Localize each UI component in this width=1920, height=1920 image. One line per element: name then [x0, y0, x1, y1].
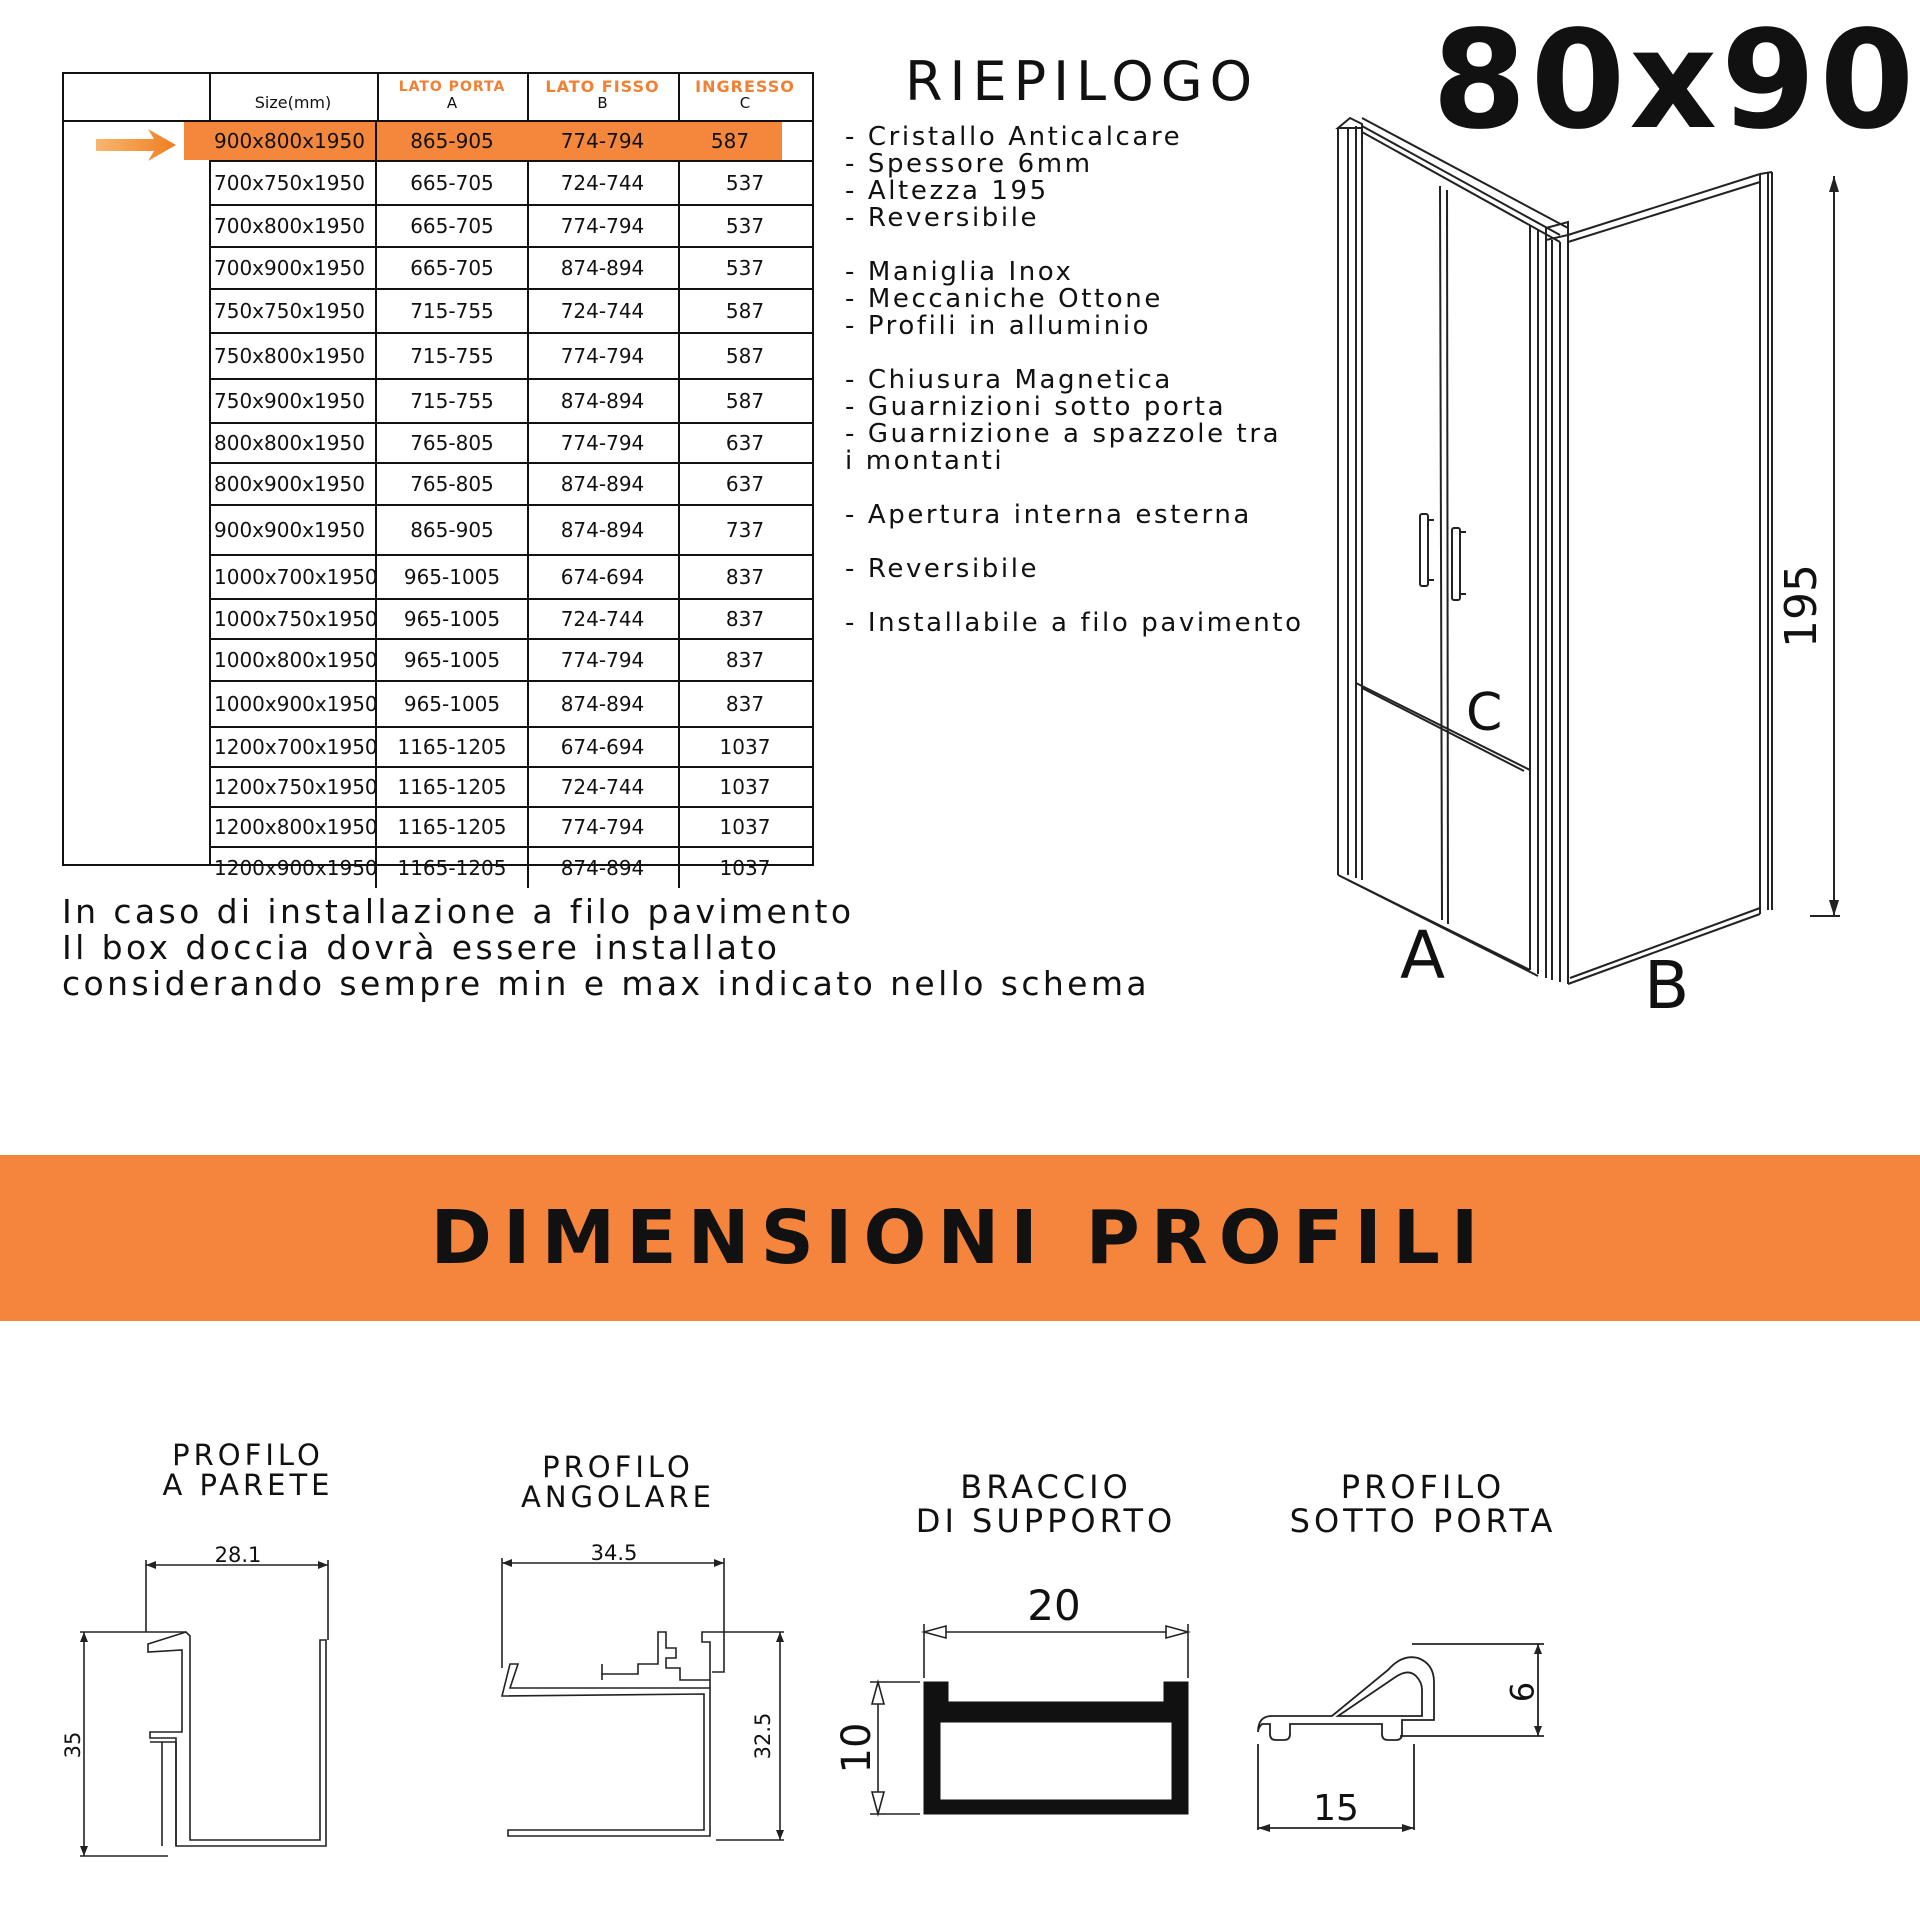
cell-size: 800x800x1950	[209, 424, 377, 462]
header-ingresso: INGRESSO C	[695, 77, 795, 112]
table-row	[209, 290, 812, 334]
size-title: 80x90	[1432, 2, 1919, 160]
summary-item: - Guarnizione a spazzole tra	[845, 419, 1282, 449]
cell-ingresso: 1037	[719, 775, 771, 799]
profile-arm-drawing	[834, 1570, 1210, 1840]
cell-ingresso: 1037	[719, 856, 771, 880]
cell-lato-porta: 1165-1205	[377, 848, 529, 888]
cell-ingresso: 587	[725, 299, 765, 323]
summary-item: - Cristallo Anticalcare	[845, 122, 1183, 152]
summary-item: - Meccaniche Ottone	[845, 284, 1163, 314]
table-body	[209, 122, 812, 888]
cell-lato-porta: 965-1005	[377, 640, 529, 680]
table-row	[209, 464, 812, 506]
cell-lato-fisso: 674-694	[527, 728, 680, 766]
cell-size: 1200x900x1950	[209, 848, 377, 888]
banner-title: DIMENSIONI PROFILI	[430, 1195, 1490, 1281]
table-row	[209, 506, 812, 556]
cell-lato-fisso: 774-794	[527, 808, 680, 846]
table-row	[209, 768, 812, 808]
table-row	[209, 682, 812, 728]
table-row	[209, 248, 812, 290]
table-row	[209, 334, 812, 380]
table-row	[209, 640, 812, 682]
table-row	[209, 556, 812, 600]
height-label: 195	[1776, 564, 1827, 648]
cell-lato-porta: 1165-1205	[377, 808, 529, 846]
cell-lato-fisso: 874-894	[527, 682, 680, 726]
install-note-line-3: considerando sempre min e max indicato nello schema	[62, 964, 1151, 1003]
profile-corner-height: 32.5	[751, 1712, 775, 1760]
cell-lato-porta: 765-805	[377, 464, 529, 504]
table-row	[209, 848, 812, 888]
cell-lato-porta: 665-705	[377, 206, 529, 246]
summary-item: - Guarnizioni sotto porta	[845, 392, 1227, 422]
header-size: Size(mm)	[209, 74, 379, 120]
cell-ingresso: 587	[678, 122, 782, 160]
cell-size: 1200x750x1950	[209, 768, 377, 806]
cell-lato-porta: 665-705	[377, 162, 529, 204]
size-table	[62, 72, 814, 880]
cell-size: 750x900x1950	[209, 380, 377, 422]
cell-lato-fisso: 874-894	[527, 848, 680, 888]
header-lato-fisso: LATO FISSO B	[527, 74, 680, 120]
profile-under-door-drawing	[1238, 1620, 1568, 1850]
profile-wall-height: 35	[61, 1731, 85, 1759]
cell-ingresso: 837	[725, 692, 765, 716]
profile-corner-drawing	[490, 1540, 800, 1870]
cell-ingresso: 837	[725, 648, 765, 672]
summary-list	[845, 124, 1325, 664]
cell-lato-fisso: 724-744	[527, 600, 680, 638]
cell-lato-porta: 865-905	[377, 506, 529, 554]
cell-lato-porta: 1165-1205	[377, 768, 529, 806]
cell-size: 1200x800x1950	[209, 808, 377, 846]
cell-lato-porta: 715-755	[377, 290, 529, 332]
cell-lato-porta: 715-755	[377, 380, 529, 422]
cell-lato-fisso: 874-894	[527, 464, 680, 504]
summary-item: - Profili in alluminio	[845, 311, 1152, 341]
table-header	[209, 74, 812, 122]
cell-lato-fisso: 874-894	[527, 506, 680, 554]
cell-size: 900x900x1950	[209, 506, 377, 554]
cell-lato-porta: 865-905	[377, 122, 529, 160]
summary-item: i montanti	[845, 446, 1005, 476]
summary-group	[845, 124, 1325, 232]
cell-lato-fisso: 724-744	[527, 290, 680, 332]
cell-size: 700x800x1950	[209, 206, 377, 246]
cell-ingresso: 1037	[719, 735, 771, 759]
summary-item: - Apertura interna esterna	[845, 500, 1252, 530]
table-row	[209, 206, 812, 248]
cell-lato-fisso: 774-794	[527, 424, 680, 462]
cell-lato-fisso: 774-794	[527, 334, 680, 378]
summary-item: - Installabile a filo pavimento	[845, 608, 1304, 638]
summary-item: - Reversibile	[845, 203, 1040, 233]
cell-ingresso: 537	[725, 214, 765, 238]
summary-item: - Spessore 6mm	[845, 149, 1093, 179]
profile-title-arm: BRACCIO DI SUPPORTO	[915, 1468, 1177, 1540]
table-row	[209, 808, 812, 848]
cell-lato-fisso: 874-894	[527, 380, 680, 422]
cell-size: 900x800x1950	[209, 122, 377, 160]
cell-size: 1000x700x1950	[209, 556, 377, 598]
cell-ingresso: 537	[725, 171, 765, 195]
cell-lato-porta: 965-1005	[377, 682, 529, 726]
cell-lato-fisso: 774-794	[527, 640, 680, 680]
summary-group	[845, 556, 1325, 583]
cell-size: 750x750x1950	[209, 290, 377, 332]
cell-size: 1000x750x1950	[209, 600, 377, 638]
summary-item: - Maniglia Inox	[845, 257, 1074, 287]
cell-ingresso: 637	[725, 431, 765, 455]
summary-group	[845, 610, 1325, 637]
cell-lato-fisso: 774-794	[527, 206, 680, 246]
cell-lato-fisso: 874-894	[527, 248, 680, 288]
table-row	[209, 600, 812, 640]
install-note-line-1: In caso di installazione a filo pavimento	[62, 892, 855, 931]
table-row	[209, 122, 812, 162]
profile-title-under-door: PROFILO SOTTO PORTA	[1289, 1468, 1557, 1540]
label-b: B	[1644, 947, 1690, 1024]
cell-ingresso: 837	[725, 565, 765, 589]
cell-size: 1000x800x1950	[209, 640, 377, 680]
summary-group	[845, 259, 1325, 340]
cell-ingresso: 737	[725, 518, 765, 542]
cell-ingresso: 537	[725, 256, 765, 280]
banner	[0, 1155, 1920, 1321]
highlight-band	[184, 122, 209, 160]
cell-ingresso: 637	[725, 472, 765, 496]
profile-wall-drawing	[50, 1540, 350, 1870]
shower-diagram	[1320, 110, 1860, 1030]
profile-under-door-width: 15	[1313, 1788, 1359, 1829]
profile-title-wall: PROFILO A PARETE	[162, 1438, 334, 1502]
cell-size: 700x900x1950	[209, 248, 377, 288]
cell-size: 1000x900x1950	[209, 682, 377, 726]
cell-lato-porta: 965-1005	[377, 556, 529, 598]
cell-size: 750x800x1950	[209, 334, 377, 378]
summary-title: RIEPILOGO	[905, 50, 1260, 113]
install-note	[62, 894, 1150, 1002]
table-row	[209, 424, 812, 464]
cell-lato-porta: 965-1005	[377, 600, 529, 638]
cell-lato-fisso: 724-744	[527, 162, 680, 204]
cell-ingresso: 837	[725, 607, 765, 631]
cell-ingresso: 587	[725, 389, 765, 413]
cell-size: 800x900x1950	[209, 464, 377, 504]
arrow-right-icon	[96, 127, 178, 163]
cell-lato-fisso: 724-744	[527, 768, 680, 806]
cell-lato-porta: 1165-1205	[377, 728, 529, 766]
cell-lato-porta: 765-805	[377, 424, 529, 462]
install-note-line-2: Il box doccia dovrà essere installato	[62, 928, 781, 967]
profile-arm-height: 10	[834, 1722, 880, 1774]
cell-size: 1200x700x1950	[209, 728, 377, 766]
cell-lato-porta: 715-755	[377, 334, 529, 378]
summary-item: - Altezza 195	[845, 176, 1049, 206]
table-row	[209, 728, 812, 768]
cell-ingresso: 1037	[719, 815, 771, 839]
cell-lato-fisso: 674-694	[527, 556, 680, 598]
cell-lato-porta: 665-705	[377, 248, 529, 288]
cell-lato-fisso: 774-794	[527, 122, 680, 160]
table-row	[209, 380, 812, 424]
profile-wall-width: 28.1	[214, 1543, 262, 1567]
summary-group	[845, 502, 1325, 529]
profile-corner-width: 34.5	[590, 1541, 638, 1565]
summary-group	[845, 367, 1325, 475]
profile-under-door-height: 9	[1502, 1681, 1540, 1703]
summary-item: - Reversibile	[845, 554, 1040, 584]
table-row	[209, 162, 812, 206]
summary-item: - Chiusura Magnetica	[845, 365, 1173, 395]
profile-title-corner: PROFILO ANGOLARE	[521, 1450, 715, 1514]
table-left-column	[64, 74, 211, 864]
label-a: A	[1400, 917, 1446, 994]
header-lato-porta: LATO PORTA A	[377, 74, 529, 120]
cell-ingresso: 587	[725, 344, 765, 368]
profile-arm-width: 20	[1027, 1581, 1081, 1630]
cell-size: 700x750x1950	[209, 162, 377, 204]
label-c: C	[1466, 683, 1503, 743]
